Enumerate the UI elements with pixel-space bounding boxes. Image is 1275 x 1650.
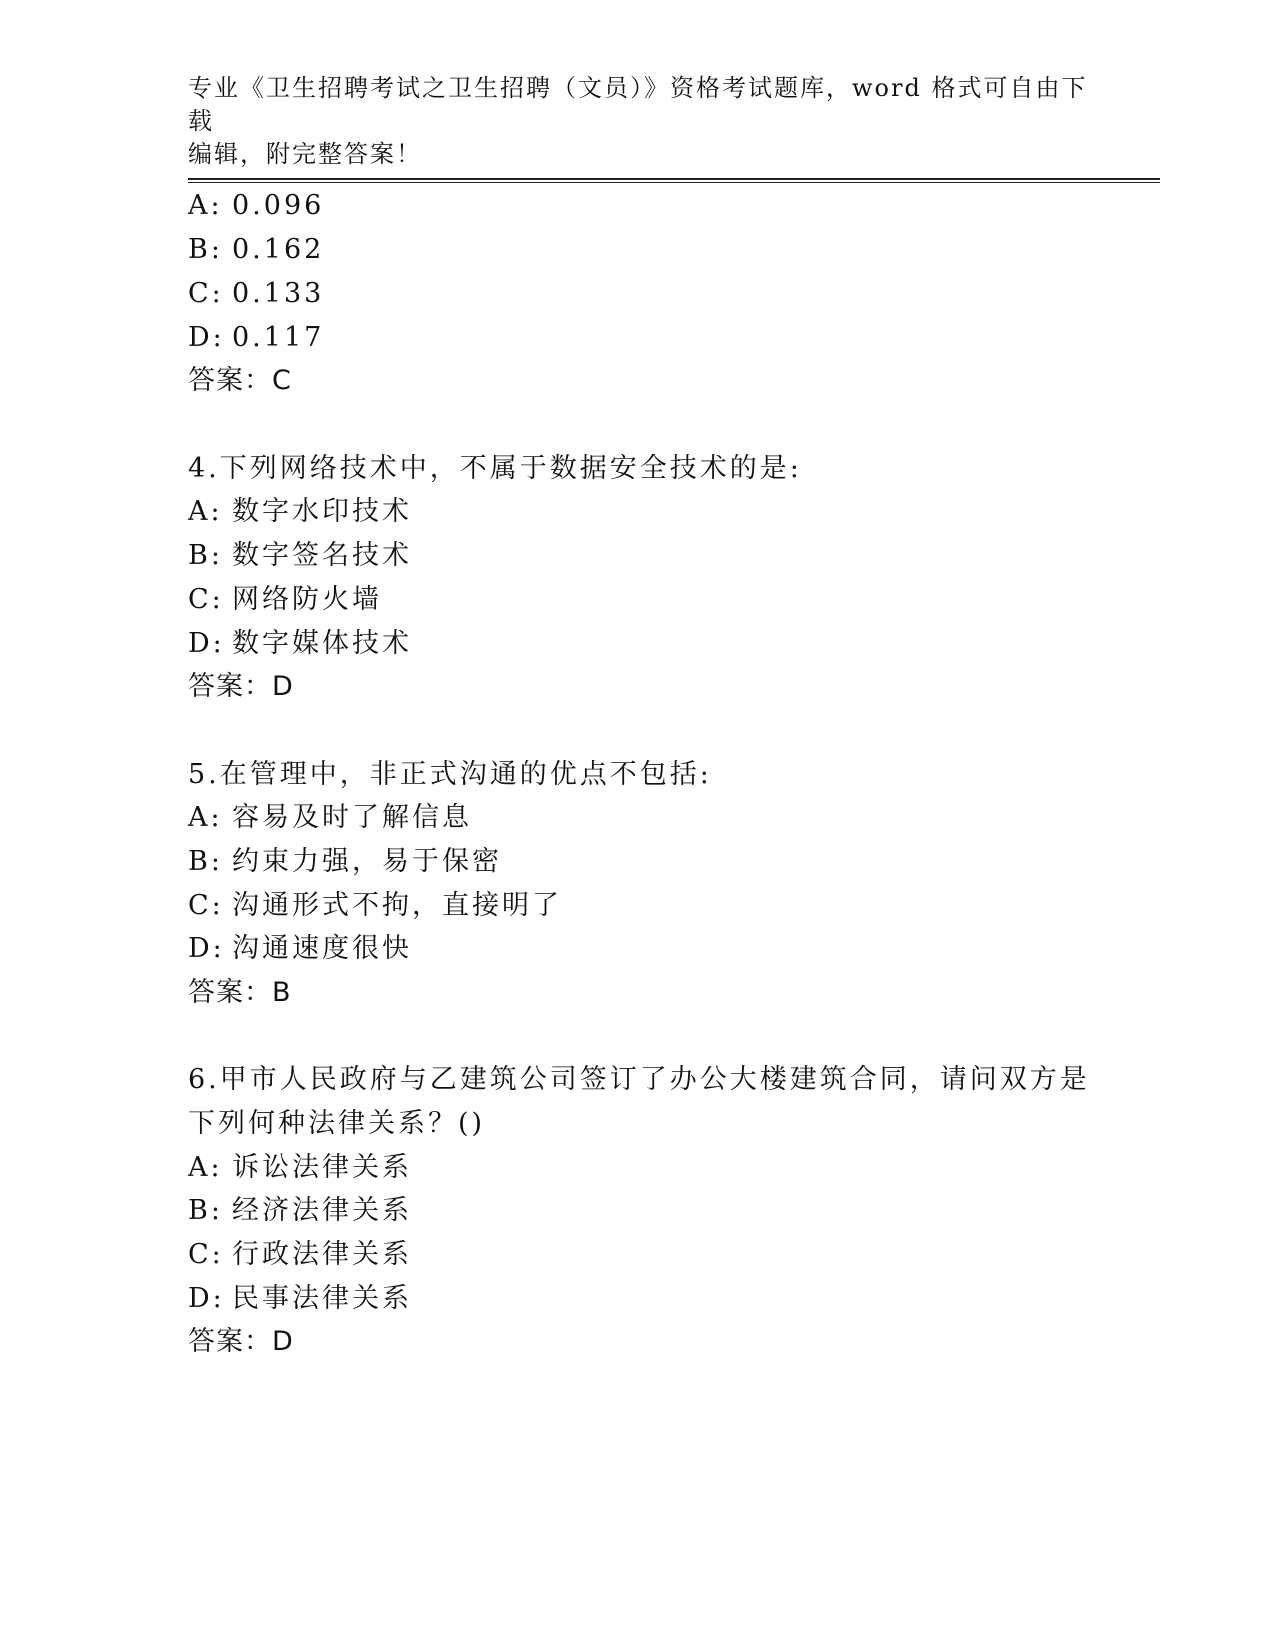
option-label: D: bbox=[188, 1283, 225, 1314]
option-label: A: bbox=[188, 496, 223, 527]
q4-option-d bbox=[188, 626, 412, 662]
q6-option-b bbox=[188, 1193, 412, 1229]
option-text: 0.096 bbox=[232, 190, 325, 221]
option-label: B: bbox=[188, 234, 223, 265]
q5-answer: 答案：B bbox=[188, 977, 292, 1008]
option-label: C: bbox=[188, 584, 224, 615]
header-divider bbox=[188, 178, 1160, 180]
q4-option-a bbox=[188, 494, 412, 530]
q6-option-c bbox=[188, 1237, 412, 1273]
option-text: 0.133 bbox=[232, 278, 325, 309]
option-text: 经济法律关系 bbox=[232, 1195, 412, 1226]
q4-option-c bbox=[188, 582, 382, 618]
q6-answer: 答案：D bbox=[188, 1326, 294, 1357]
option-label: B: bbox=[188, 1195, 223, 1226]
option-label: A: bbox=[188, 190, 223, 221]
q3-option-b bbox=[188, 232, 324, 268]
option-label: D: bbox=[188, 628, 225, 659]
option-label: C: bbox=[188, 278, 224, 309]
option-label: A: bbox=[188, 1152, 223, 1183]
q3-option-d bbox=[188, 320, 324, 356]
header-divider-thin bbox=[188, 182, 1160, 183]
option-text: 沟通速度很快 bbox=[232, 933, 412, 964]
q5-option-c bbox=[188, 888, 562, 924]
option-text: 诉讼法律关系 bbox=[232, 1152, 412, 1183]
q5-option-d bbox=[188, 931, 412, 967]
option-label: C: bbox=[188, 1239, 224, 1270]
option-text: 行政法律关系 bbox=[232, 1239, 412, 1270]
q3-option-c bbox=[188, 276, 324, 312]
q4-stem: 4.下列网络技术中，不属于数据安全技术的是: bbox=[188, 453, 802, 484]
option-label: D: bbox=[188, 322, 225, 353]
q6-option-a bbox=[188, 1150, 412, 1186]
q6-stem-line-1: 6.甲市人民政府与乙建筑公司签订了办公大楼建筑合同，请问双方是 bbox=[188, 1064, 1090, 1095]
option-label: B: bbox=[188, 540, 223, 571]
option-text: 容易及时了解信息 bbox=[232, 802, 472, 833]
q3-option-a bbox=[188, 188, 324, 224]
option-label: C: bbox=[188, 890, 224, 921]
option-text: 网络防火墙 bbox=[232, 584, 382, 615]
q4-answer: 答案：D bbox=[188, 671, 294, 702]
option-text: 数字签名技术 bbox=[232, 540, 412, 571]
q6-option-d bbox=[188, 1281, 412, 1317]
q6-stem-line-2: 下列何种法律关系？() bbox=[188, 1108, 486, 1139]
option-text: 数字媒体技术 bbox=[232, 628, 412, 659]
option-label: A: bbox=[188, 802, 223, 833]
header-line-2: 编辑，附完整答案！ bbox=[188, 140, 422, 168]
header-line-1: 专业《卫生招聘考试之卫生招聘（文员）》资格考试题库，word 格式可自由下载 bbox=[188, 74, 1088, 135]
option-text: 数字水印技术 bbox=[232, 496, 412, 527]
q4-option-b bbox=[188, 538, 412, 574]
q5-option-b bbox=[188, 844, 502, 880]
option-label: D: bbox=[188, 933, 225, 964]
option-text: 约束力强，易于保密 bbox=[232, 846, 502, 877]
q5-stem: 5.在管理中，非正式沟通的优点不包括: bbox=[188, 759, 712, 790]
option-text: 沟通形式不拘，直接明了 bbox=[232, 890, 562, 921]
q5-option-a bbox=[188, 800, 472, 836]
option-text: 0.162 bbox=[232, 234, 325, 265]
option-text: 民事法律关系 bbox=[232, 1283, 412, 1314]
q3-answer: 答案：C bbox=[188, 365, 292, 396]
option-text: 0.117 bbox=[232, 322, 325, 353]
option-label: B: bbox=[188, 846, 223, 877]
document-header bbox=[188, 72, 1088, 171]
